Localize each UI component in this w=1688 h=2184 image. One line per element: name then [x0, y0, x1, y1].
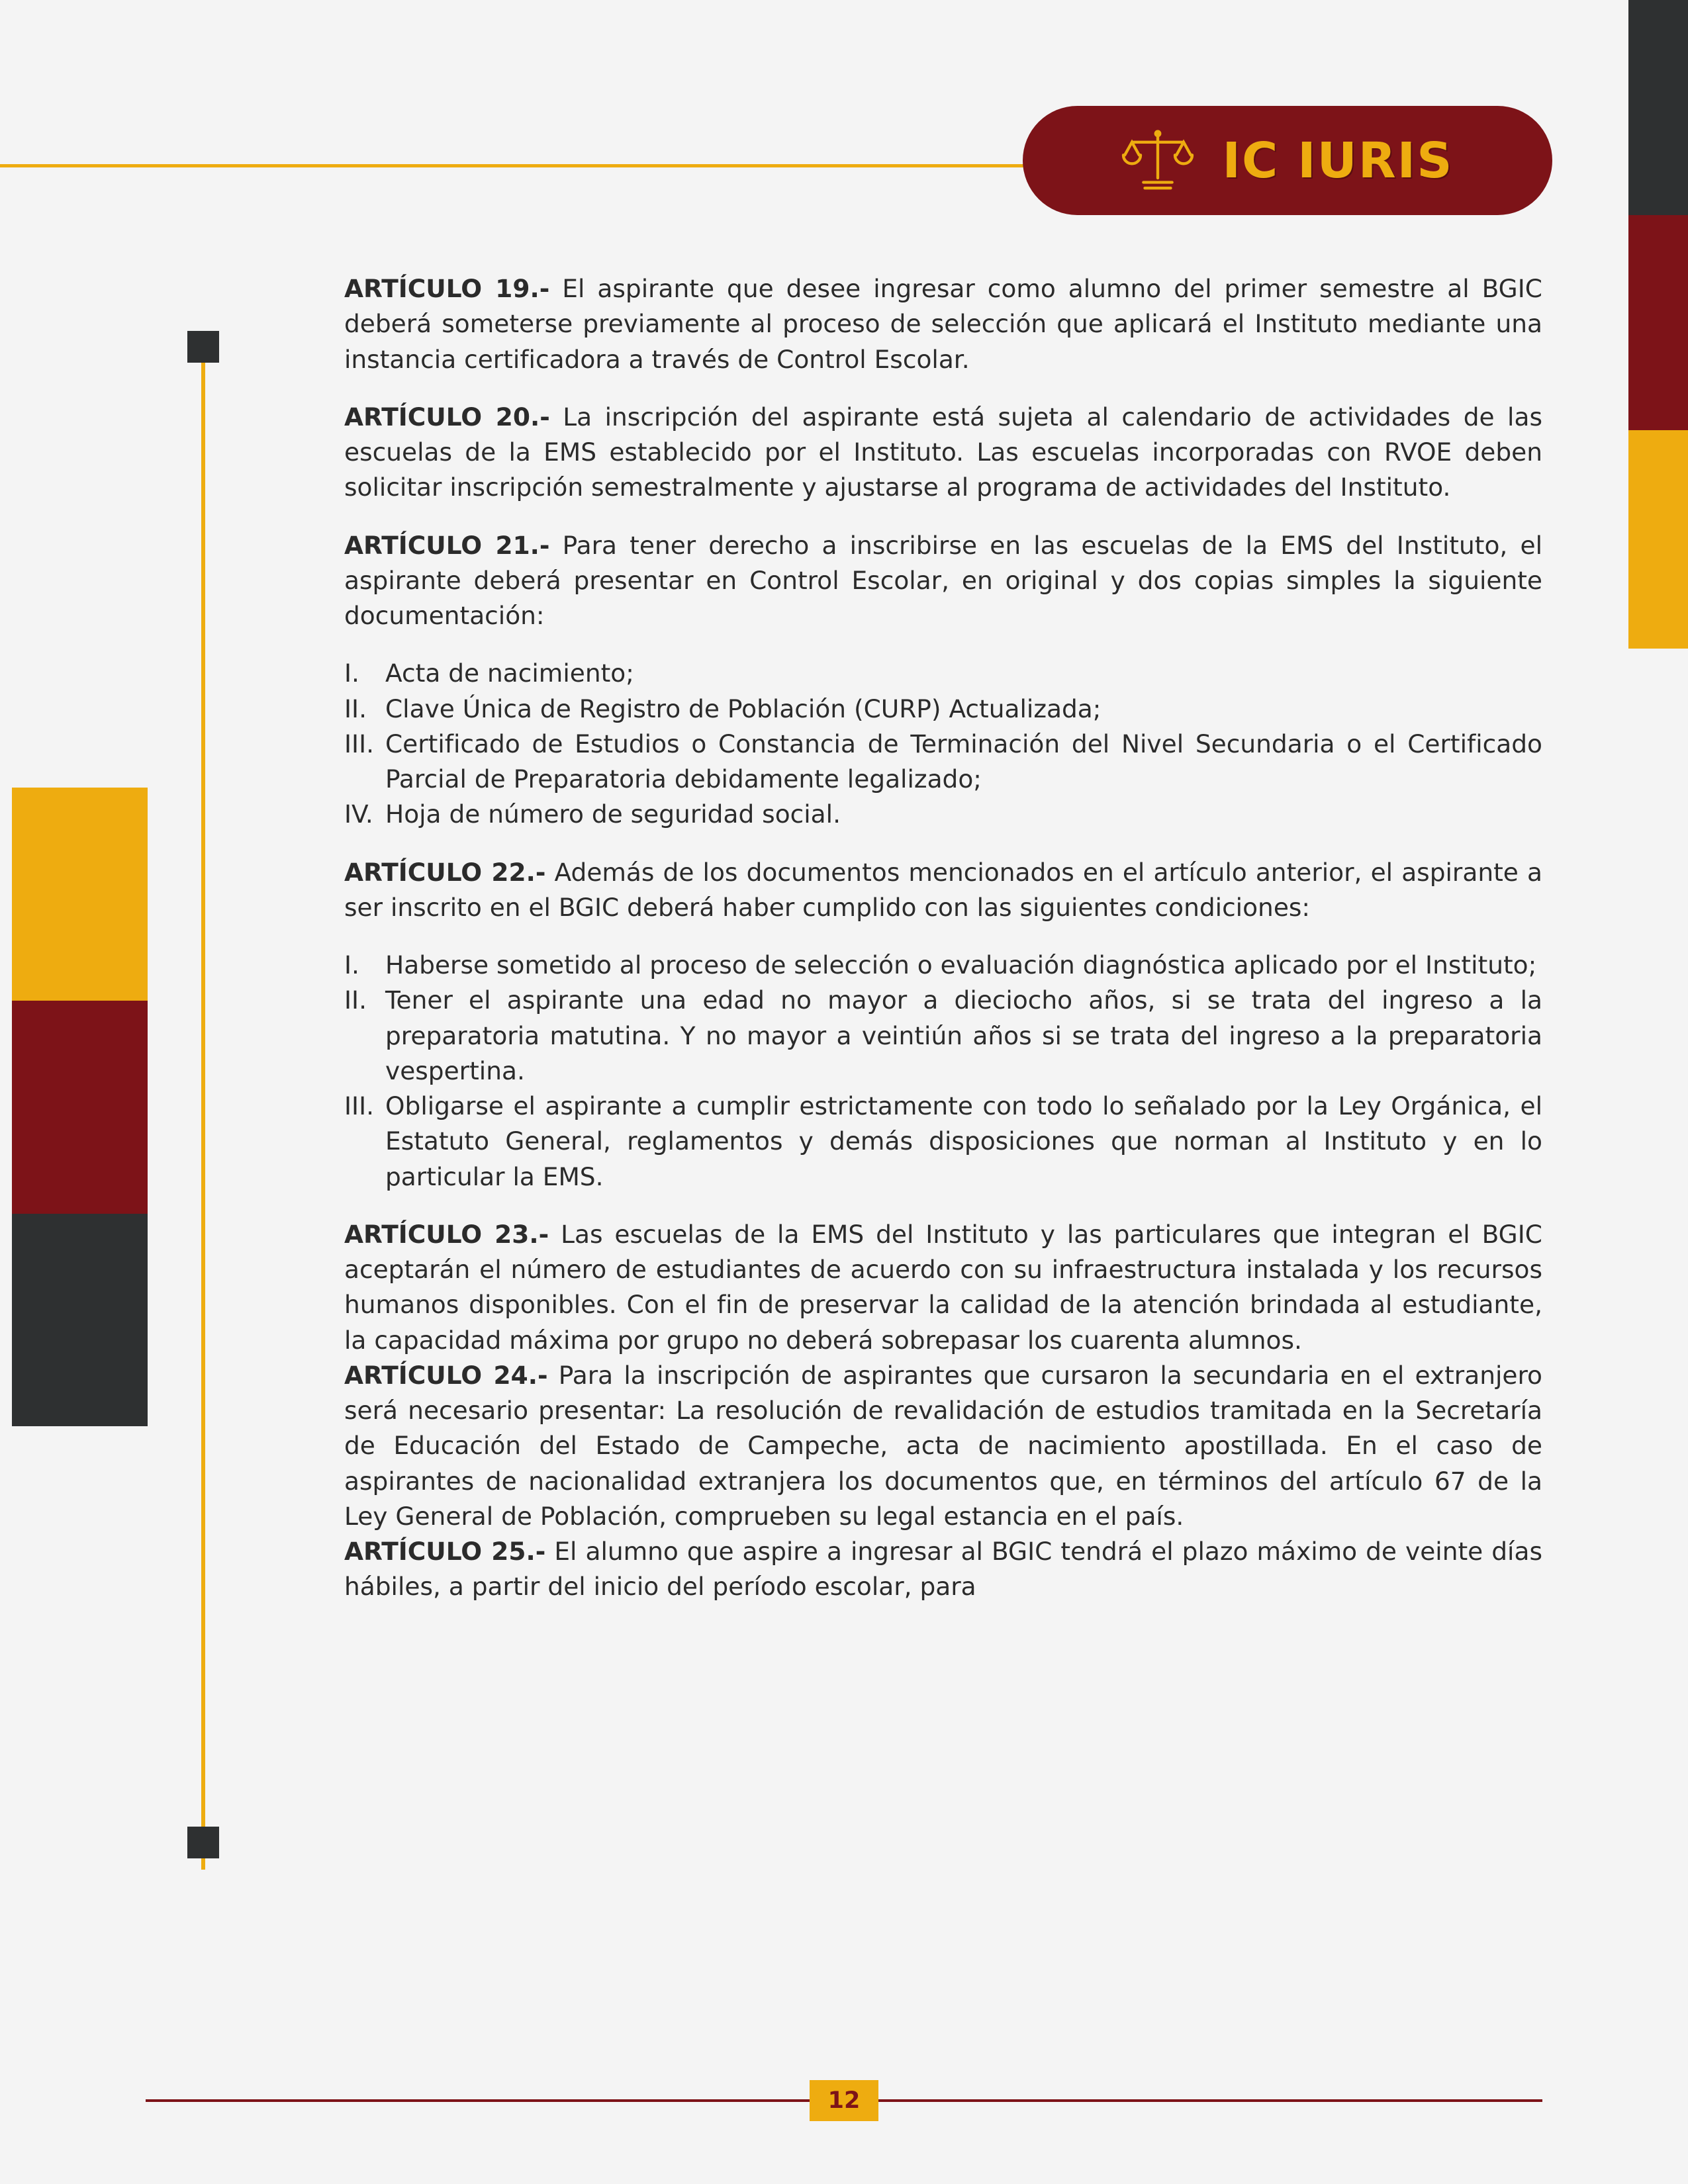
requirements-list-21	[344, 656, 1542, 832]
article-paragraph	[344, 1217, 1542, 1358]
article-label: ARTÍCULO 19.-	[344, 274, 550, 303]
article-label: ARTÍCULO 23.-	[344, 1219, 549, 1249]
article-text: Para tener derecho a inscribirse en las escuelas de la EMS del Instituto, el aspirante deberá presentar en Control Escolar, en original y dos copias simples la siguiente documentación:	[344, 530, 1542, 630]
list-item-number: III.	[344, 1091, 375, 1120]
list-item-number: II.	[344, 694, 367, 723]
left-edge-color-blocks	[12, 788, 148, 1426]
left-block-dark	[12, 1214, 148, 1426]
article-label: ARTÍCULO 24.-	[344, 1360, 548, 1390]
list-item	[344, 1089, 1542, 1195]
list-item-number: I.	[344, 950, 359, 979]
list-item-number: I.	[344, 659, 359, 688]
article-label: ARTÍCULO 20.-	[344, 402, 550, 432]
article-text: La inscripción del aspirante está sujeta al calendario de actividades de las escuelas de la EMS establecido por el Instituto. Las escuelas incorporadas con RVOE deben solicitar inscripción semestralmente y ajustarse al programa de actividades del Instituto.	[344, 402, 1542, 502]
list-item-text: Certificado de Estudios o Constancia de Terminación del Nivel Secundaria o el Certificado Parcial de Preparatoria debidamente legalizado;	[385, 729, 1542, 794]
article-paragraph	[344, 528, 1542, 634]
article-label: ARTÍCULO 21.-	[344, 530, 550, 560]
article-text: Además de los documentos mencionados en el artículo anterior, el aspirante a ser inscrito en el BGIC deberá haber cumplido con las siguientes condiciones:	[344, 857, 1542, 922]
article-text: Las escuelas de la EMS del Instituto y las particulares que integran el BGIC aceptarán el número de estudiantes de acuerdo con su infraestructura instalada y los recursos humanos disponibles. Con el fin de preservar la calidad de la atención brindada al estudiante, la capacidad máxima por grupo no deberá sobrepasar los cuarenta alumnos.	[344, 1219, 1542, 1355]
list-item-number: IV.	[344, 799, 373, 829]
right-bar-dark	[1628, 0, 1688, 215]
conditions-list-22	[344, 948, 1542, 1195]
list-item	[344, 727, 1542, 797]
document-body	[344, 271, 1542, 1605]
right-bar-gold	[1628, 430, 1688, 649]
list-item-text: Hoja de número de seguridad social.	[385, 799, 841, 829]
list-item-text: Clave Única de Registro de Población (CURP) Actualizada;	[385, 694, 1102, 723]
article-text: El alumno que aspire a ingresar al BGIC tendrá el plazo máximo de veinte días hábiles, a partir del inicio del período escolar, para	[344, 1537, 1542, 1602]
list-item-text: Tener el aspirante una edad no mayor a dieciocho años, si se trata del ingreso a la preparatoria matutina. Y no mayor a veintiún años si se trata del ingreso a la preparatoria vespertina.	[385, 985, 1542, 1085]
brand-name: IC IURIS	[1222, 132, 1454, 189]
article-paragraph	[344, 1358, 1542, 1534]
list-item-number: II.	[344, 985, 367, 1015]
article-label: ARTÍCULO 22.-	[344, 857, 546, 887]
article-label: ARTÍCULO 25.-	[344, 1537, 546, 1566]
list-item	[344, 656, 1542, 691]
article-text: El aspirante que desee ingresar como alumno del primer semestre al BGIC deberá someterse previamente al proceso de selección que aplicará el Instituto mediante una instancia certificadora a través de Control Escolar.	[344, 274, 1542, 374]
article-paragraph	[344, 855, 1542, 926]
scales-of-justice-icon	[1121, 126, 1194, 195]
timeline-square-bottom	[187, 1827, 219, 1858]
left-block-red	[12, 1001, 148, 1214]
right-edge-color-bars	[1628, 0, 1688, 655]
timeline-square-top	[187, 331, 219, 363]
list-item-text: Acta de nacimiento;	[385, 659, 634, 688]
article-paragraph	[344, 271, 1542, 377]
timeline-line	[201, 344, 205, 1870]
brand-logo	[1023, 106, 1552, 215]
list-item-number: III.	[344, 729, 375, 758]
article-text: Para la inscripción de aspirantes que cursaron la secundaria en el extranjero será necesario presentar: La resolución de revalidación de estudios tramitada en la Secretaría de Educación del Estado de Campeche, acta de nacimiento apostillada. En el caso de aspirantes de nacionalidad extranjera los documentos que, en términos del artículo 67 de la Ley General de Población, comprueben su legal estancia en el país.	[344, 1360, 1542, 1531]
right-bar-red	[1628, 215, 1688, 430]
list-item	[344, 692, 1542, 727]
list-item	[344, 797, 1542, 832]
article-paragraph	[344, 400, 1542, 506]
list-item	[344, 983, 1542, 1089]
left-block-gold	[12, 788, 148, 1001]
page-number-badge: 12	[810, 2080, 878, 2121]
list-item-text: Obligarse el aspirante a cumplir estrictamente con todo lo señalado por la Ley Orgánica, el Estatuto General, reglamentos y demás disposiciones que norman al Instituto y en lo particular la EMS.	[385, 1091, 1542, 1191]
header-gold-rule	[0, 164, 1086, 167]
article-paragraph	[344, 1534, 1542, 1605]
list-item-text: Haberse sometido al proceso de selección o evaluación diagnóstica aplicado por el Instituto;	[385, 950, 1537, 979]
list-item	[344, 948, 1542, 983]
